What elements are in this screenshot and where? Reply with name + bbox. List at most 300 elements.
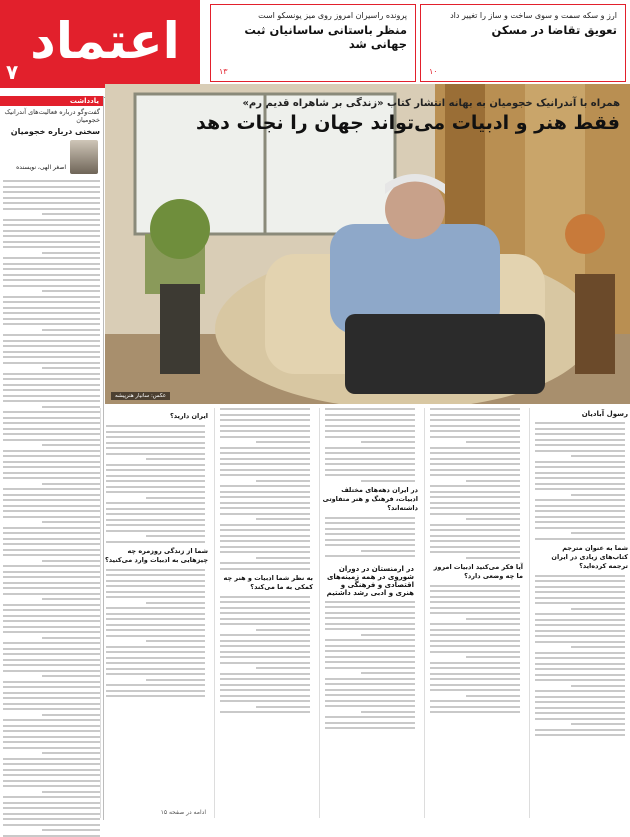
- text-line: [535, 433, 625, 435]
- text-line: [3, 769, 100, 771]
- text-line: [535, 696, 625, 698]
- text-line: [3, 428, 100, 430]
- text-line: [325, 452, 415, 454]
- text-line: [3, 450, 100, 452]
- text-line: [106, 690, 205, 692]
- text-line: [220, 684, 310, 686]
- text-line: [3, 692, 100, 694]
- text-line: [430, 645, 520, 647]
- body-column-3: [319, 408, 420, 818]
- text-line: [325, 408, 415, 410]
- text-line: [3, 532, 100, 534]
- text-line: [106, 486, 205, 488]
- text-line: [430, 662, 520, 664]
- text-line: [535, 527, 625, 529]
- text-line: [220, 463, 310, 465]
- teaser-page: ۱۳: [219, 67, 228, 76]
- text-line: [106, 524, 205, 526]
- teaser-heritage[interactable]: [210, 4, 416, 82]
- text-line: [106, 585, 205, 587]
- text-line: [3, 411, 100, 413]
- text-line: [3, 241, 100, 243]
- text-line: [325, 694, 415, 696]
- text-line: [535, 663, 625, 665]
- text-line: [3, 615, 100, 617]
- text-line: [220, 419, 310, 421]
- column-text: [220, 596, 310, 714]
- text-line: [325, 533, 415, 535]
- text-line: [325, 544, 415, 546]
- text-line: [430, 496, 520, 498]
- text-line: [3, 703, 100, 705]
- text-line: [535, 624, 625, 626]
- text-line: [106, 657, 205, 659]
- continued-note[interactable]: ادامه در صفحه ۱۵: [160, 809, 206, 816]
- text-line: [535, 483, 625, 485]
- column-text: [220, 408, 310, 570]
- page-number: ۷: [6, 60, 19, 84]
- text-line: [3, 747, 100, 749]
- text-line: [220, 414, 310, 416]
- text-line: [146, 535, 205, 537]
- text-line: [535, 488, 625, 490]
- text-line: [535, 439, 625, 441]
- text-line: [3, 604, 100, 606]
- text-line: [430, 585, 520, 587]
- text-line: [430, 469, 520, 471]
- text-line: [430, 414, 520, 416]
- text-line: [430, 706, 520, 708]
- text-line: [325, 667, 415, 669]
- text-line: [42, 560, 100, 562]
- text-line: [430, 491, 520, 493]
- text-line: [3, 730, 100, 732]
- column-text: [535, 575, 625, 737]
- text-line: [535, 602, 625, 604]
- text-line: [3, 439, 100, 441]
- text-line: [535, 597, 625, 599]
- text-line: [430, 640, 520, 642]
- text-line: [3, 191, 100, 193]
- text-line: [106, 513, 205, 515]
- text-line: [325, 517, 415, 519]
- column-body-text: [3, 180, 100, 837]
- text-line: [3, 461, 100, 463]
- text-line: [3, 362, 100, 364]
- text-line: [106, 519, 205, 521]
- text-line: [3, 356, 100, 358]
- text-line: [325, 601, 415, 603]
- text-line: [430, 546, 520, 548]
- text-line: [106, 624, 205, 626]
- text-line: [220, 502, 310, 504]
- text-line: [535, 538, 625, 540]
- text-line: [106, 436, 205, 438]
- text-line: [430, 711, 520, 713]
- text-line: [430, 540, 520, 542]
- photo-caption: عکس: سانیار هنرپیشه: [111, 392, 170, 400]
- text-line: [3, 307, 100, 309]
- text-line: [3, 780, 100, 782]
- text-line: [3, 681, 100, 683]
- text-line: [3, 389, 100, 391]
- text-line: [220, 540, 310, 542]
- teaser-kicker: پرونده راسیران امروز روی میز یونسکو است: [258, 11, 407, 20]
- text-line: [3, 802, 100, 804]
- text-line: [106, 541, 205, 543]
- text-line: [3, 620, 100, 622]
- text-line: [325, 555, 415, 557]
- author-name: اصغر الهی، نویسنده: [16, 164, 66, 171]
- text-line: [430, 684, 520, 686]
- text-line: [3, 197, 100, 199]
- text-line: [220, 711, 310, 713]
- text-line: [106, 502, 205, 504]
- text-line: [220, 491, 310, 493]
- text-line: [325, 645, 415, 647]
- text-line: [220, 447, 310, 449]
- text-line: [3, 538, 100, 540]
- text-line: [3, 505, 100, 507]
- text-line: [3, 499, 100, 501]
- text-line: [3, 631, 100, 633]
- text-line: [535, 707, 625, 709]
- text-line: [3, 670, 100, 672]
- text-line: [430, 535, 520, 537]
- text-line: [220, 673, 310, 675]
- text-line: [3, 758, 100, 760]
- text-line: [106, 695, 205, 697]
- text-line: [430, 629, 520, 631]
- text-line: [106, 607, 205, 609]
- text-line: [220, 700, 310, 702]
- text-line: [3, 417, 100, 419]
- text-line: [146, 679, 205, 681]
- text-line: [220, 562, 310, 564]
- text-line: [3, 659, 100, 661]
- text-line: [535, 580, 625, 582]
- text-line: [220, 607, 310, 609]
- text-line: [325, 661, 415, 663]
- text-line: [3, 835, 100, 837]
- text-line: [571, 494, 625, 496]
- text-line: [430, 634, 520, 636]
- text-line: [220, 430, 310, 432]
- text-line: [3, 312, 100, 314]
- text-line: [42, 598, 100, 600]
- text-line: [3, 202, 100, 204]
- text-line: [535, 657, 625, 659]
- text-line: [3, 274, 100, 276]
- text-line: [3, 549, 100, 551]
- text-line: [535, 450, 625, 452]
- text-line: [3, 180, 100, 182]
- column-text: [430, 585, 520, 714]
- text-line: [220, 689, 310, 691]
- text-line: [535, 477, 625, 479]
- text-line: [3, 285, 100, 287]
- text-line: [3, 593, 100, 595]
- text-line: [3, 296, 100, 298]
- teaser-page: ۱۰: [429, 67, 438, 76]
- text-line: [106, 491, 205, 493]
- text-line: [466, 557, 520, 559]
- text-line: [325, 628, 415, 630]
- text-line: [3, 208, 100, 210]
- text-line: [106, 668, 205, 670]
- article-subhead: شما به عنوان مترجم کتاب‌های زیادی در ایران ترجمه کرده‌اید؟: [551, 543, 628, 570]
- text-line: [535, 586, 625, 588]
- text-line: [535, 472, 625, 474]
- text-line: [106, 447, 205, 449]
- text-line: [3, 373, 100, 375]
- text-line: [3, 626, 100, 628]
- text-line: [430, 524, 520, 526]
- text-line: [106, 613, 205, 615]
- text-line: [535, 718, 625, 720]
- text-line: [256, 557, 310, 559]
- text-line: [325, 612, 415, 614]
- text-line: [3, 587, 100, 589]
- column-title: سخنی درباره خجومیان: [10, 127, 100, 136]
- masthead-logo[interactable]: [0, 0, 200, 88]
- text-line: [325, 683, 415, 685]
- text-line: [3, 263, 100, 265]
- text-line: [106, 591, 205, 593]
- text-line: [42, 213, 100, 215]
- text-line: [535, 516, 625, 518]
- text-line: [3, 279, 100, 281]
- text-line: [42, 829, 100, 831]
- text-line: [106, 442, 205, 444]
- text-line: [325, 617, 415, 619]
- text-line: [3, 807, 100, 809]
- text-line: [466, 695, 520, 697]
- text-line: [466, 441, 520, 443]
- text-line: [42, 791, 100, 793]
- text-line: [430, 513, 520, 515]
- text-line: [220, 568, 310, 570]
- text-line: [256, 518, 310, 520]
- text-line: [430, 447, 520, 449]
- text-line: [430, 623, 520, 625]
- text-line: [535, 461, 625, 463]
- text-line: [430, 463, 520, 465]
- text-line: [106, 475, 205, 477]
- text-line: [3, 246, 100, 248]
- text-line: [3, 741, 100, 743]
- text-line: [535, 701, 625, 703]
- text-line: [3, 708, 100, 710]
- text-line: [3, 565, 100, 567]
- text-line: [42, 329, 100, 331]
- author-photo: [70, 140, 98, 174]
- text-line: [3, 697, 100, 699]
- column-tag: یادداشت: [0, 96, 103, 106]
- article-body: [105, 408, 630, 818]
- text-line: [3, 664, 100, 666]
- text-line: [220, 546, 310, 548]
- text-line: [106, 453, 205, 455]
- text-line: [106, 662, 205, 664]
- text-line: [3, 736, 100, 738]
- column-text: [106, 569, 205, 698]
- text-line: [3, 400, 100, 402]
- text-line: [42, 521, 100, 523]
- text-line: [256, 629, 310, 631]
- text-line: [220, 678, 310, 680]
- body-column-5: [100, 408, 210, 818]
- text-line: [3, 384, 100, 386]
- column-text: [325, 517, 415, 558]
- text-line: [256, 706, 310, 708]
- text-line: [3, 340, 100, 342]
- text-line: [3, 648, 100, 650]
- text-line: [325, 430, 415, 432]
- text-line: [220, 485, 310, 487]
- text-line: [535, 521, 625, 523]
- text-line: [535, 444, 625, 446]
- text-line: [106, 673, 205, 675]
- text-line: [3, 351, 100, 353]
- text-line: [220, 469, 310, 471]
- text-line: [361, 711, 415, 713]
- text-line: [535, 712, 625, 714]
- text-line: [3, 785, 100, 787]
- text-line: [571, 723, 625, 725]
- article-byline: رسول آبادیان: [581, 410, 628, 418]
- text-line: [325, 722, 415, 724]
- text-line: [571, 646, 625, 648]
- text-line: [220, 529, 310, 531]
- text-line: [220, 551, 310, 553]
- text-line: [430, 452, 520, 454]
- text-line: [3, 257, 100, 259]
- text-line: [42, 752, 100, 754]
- text-line: [430, 607, 520, 609]
- text-line: [361, 441, 415, 443]
- text-line: [430, 425, 520, 427]
- text-line: [106, 629, 205, 631]
- text-line: [430, 474, 520, 476]
- text-line: [106, 574, 205, 576]
- text-line: [3, 516, 100, 518]
- text-line: [220, 408, 310, 410]
- text-line: [535, 499, 625, 501]
- text-line: [325, 539, 415, 541]
- text-line: [3, 472, 100, 474]
- text-line: [220, 496, 310, 498]
- text-line: [3, 527, 100, 529]
- logo-text: اعتماد: [30, 12, 180, 70]
- text-line: [430, 551, 520, 553]
- text-line: [220, 651, 310, 653]
- text-line: [325, 528, 415, 530]
- text-line: [3, 219, 100, 221]
- text-line: [3, 186, 100, 188]
- text-line: [146, 458, 205, 460]
- text-line: [535, 466, 625, 468]
- text-line: [325, 678, 415, 680]
- text-line: [430, 612, 520, 614]
- text-line: [325, 425, 415, 427]
- article-headline[interactable]: فقط هنر و ادبیات می‌تواند جهان را نجات دهد: [196, 112, 620, 134]
- text-line: [220, 618, 310, 620]
- text-line: [535, 619, 625, 621]
- text-line: [3, 268, 100, 270]
- text-line: [325, 522, 415, 524]
- text-line: [220, 596, 310, 598]
- text-line: [466, 518, 520, 520]
- text-line: [42, 714, 100, 716]
- text-line: [106, 431, 205, 433]
- column-kicker: گفت‌وگو درباره فعالیت‌های آندرانیک خجومیان: [4, 108, 100, 124]
- text-line: [430, 700, 520, 702]
- text-line: [3, 323, 100, 325]
- text-line: [535, 510, 625, 512]
- text-line: [325, 606, 415, 608]
- text-line: [3, 494, 100, 496]
- text-line: [361, 672, 415, 674]
- text-line: [571, 455, 625, 457]
- text-line: [42, 367, 100, 369]
- text-line: [106, 425, 205, 427]
- column-text: [325, 601, 415, 730]
- text-line: [3, 642, 100, 644]
- text-line: [106, 651, 205, 653]
- text-line: [430, 673, 520, 675]
- text-line: [106, 530, 205, 532]
- text-line: [220, 612, 310, 614]
- text-line: [106, 469, 205, 471]
- text-line: [220, 436, 310, 438]
- body-column-2: [424, 408, 525, 818]
- text-line: [3, 301, 100, 303]
- teaser-headline: منظر باستانی ساسانیان ثبت جهانی شد: [244, 23, 407, 51]
- teaser-housing[interactable]: [420, 4, 626, 82]
- text-line: [430, 507, 520, 509]
- text-line: [220, 640, 310, 642]
- text-line: [3, 345, 100, 347]
- text-line: [3, 763, 100, 765]
- body-column-4: [214, 408, 315, 818]
- text-line: [3, 813, 100, 815]
- text-line: [571, 685, 625, 687]
- text-line: [3, 235, 100, 237]
- text-line: [535, 575, 625, 577]
- text-line: [220, 524, 310, 526]
- text-line: [220, 513, 310, 515]
- text-line: [42, 444, 100, 446]
- text-line: [106, 618, 205, 620]
- text-line: [325, 414, 415, 416]
- text-line: [3, 466, 100, 468]
- article-subhead: در ایران دهه‌های مختلف ادبیات، فرهنگ و هنر متفاوتی داشته‌اند؟: [322, 485, 418, 512]
- text-line: [3, 725, 100, 727]
- article-subhead: آیا فکر می‌کنید ادبیات امروز ما چه وضعی دارد؟: [433, 562, 523, 580]
- text-line: [256, 667, 310, 669]
- text-line: [325, 700, 415, 702]
- body-column-1: [529, 408, 630, 818]
- text-line: [3, 686, 100, 688]
- pull-quote: در ارمنستان در دوران شوروی در همه زمینه‌های اقتصادی و فرهنگی و هنری و ادبی رشد داشتیم: [326, 564, 414, 597]
- text-line: [146, 497, 205, 499]
- text-line: [220, 601, 310, 603]
- text-line: [430, 689, 520, 691]
- text-line: [535, 734, 625, 736]
- text-line: [325, 716, 415, 718]
- text-line: [220, 507, 310, 509]
